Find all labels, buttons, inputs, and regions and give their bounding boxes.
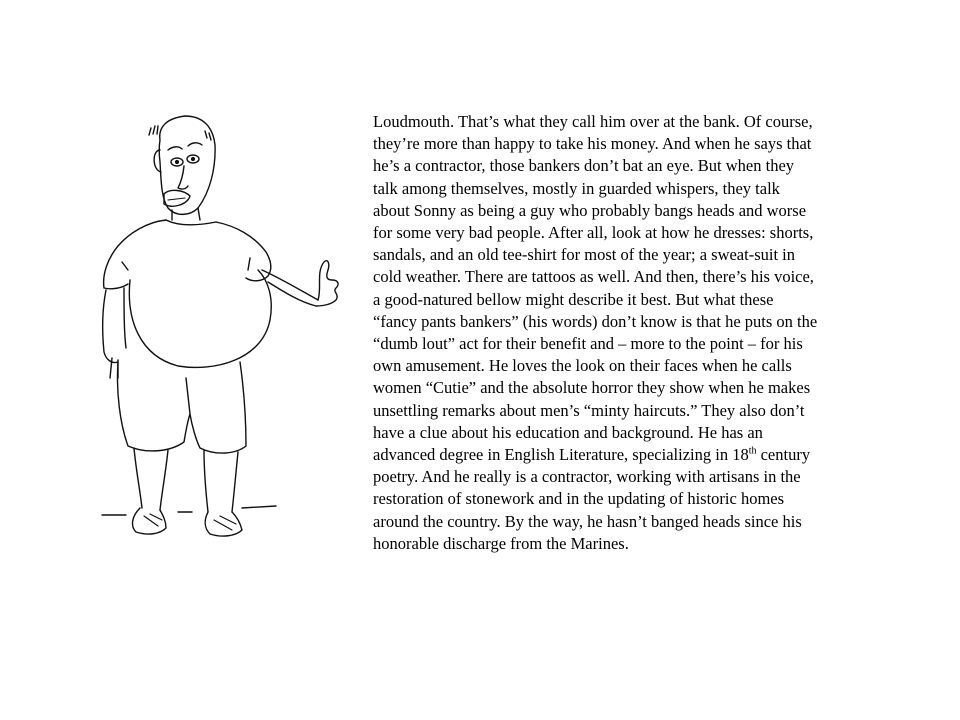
story-line: honorable discharge from the Marines. <box>373 533 629 553</box>
story-line: have a clue about his education and background. He has an <box>373 422 763 442</box>
story-line: about Sonny as being a guy who probably bangs heads and worse <box>373 200 807 220</box>
story-line-text: century <box>756 445 811 465</box>
story-line: he’s a contractor, those bankers don’t bat an eye. But when they <box>373 156 795 176</box>
story-line: restoration of stonework and in the updating of historic homes <box>373 489 785 509</box>
story-line: around the country. By the way, he hasn’t banged heads since his <box>373 511 802 531</box>
story-line: own amusement. He loves the look on their faces when he calls <box>373 356 792 376</box>
story-line: they’re more than happy to take his money. And when he says that <box>373 134 812 154</box>
story-line: talk among themselves, mostly in guarded whispers, they talk <box>373 178 780 198</box>
story-line: cold weather. There are tattoos as well. And then, there’s his voice, <box>373 267 814 287</box>
story-line: “fancy pants bankers” (his words) don’t know is that he puts on the <box>373 311 818 331</box>
story-line-superscript <box>373 444 913 466</box>
story-line: a good-natured bellow might describe it best. But what these <box>373 289 774 309</box>
story-line: women “Cutie” and the absolute horror they show when he makes <box>373 378 811 398</box>
story-line: unsettling remarks about men’s “minty haircuts.” They also don’t <box>373 400 805 420</box>
story-line: sandals, and an old tee-shirt for most of the year; a sweat-suit in <box>373 245 796 265</box>
man-sketch-illustration <box>95 115 350 540</box>
story-line: “dumb lout” act for their benefit and – more to the point – for his <box>373 334 803 354</box>
story-line-text: advanced degree in English Literature, specializing in 18 <box>373 445 749 465</box>
story-line: for some very bad people. After all, look at how he dresses: shorts, <box>373 223 814 243</box>
ordinal-superscript: th <box>748 445 757 457</box>
story-line: Loudmouth. That’s what they call him over at the bank. Of course, <box>373 112 813 131</box>
story-line: poetry. And he really is a contractor, working with artisans in the <box>373 467 801 487</box>
story-text <box>373 111 913 555</box>
